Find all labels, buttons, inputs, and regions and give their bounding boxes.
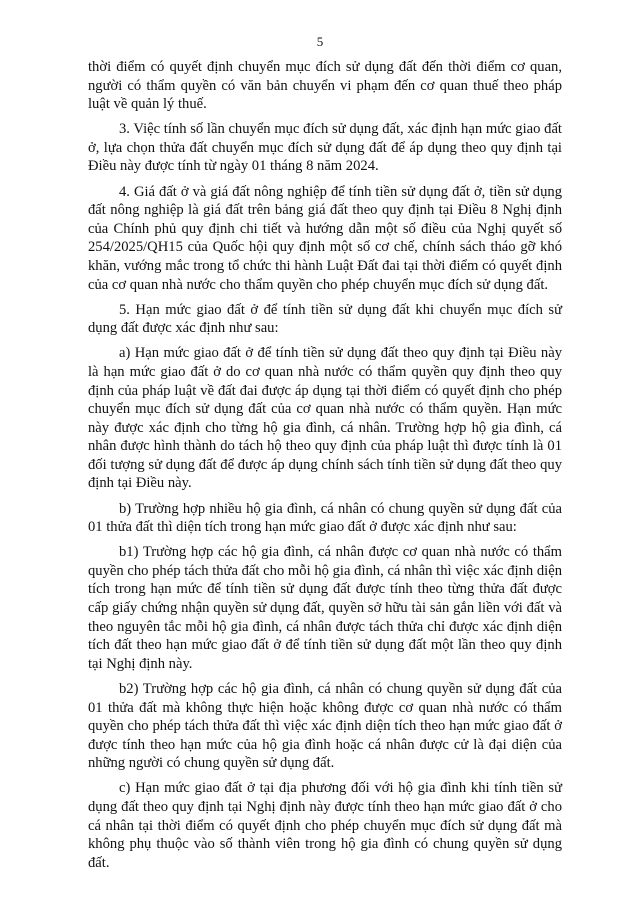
paragraph-clause-4: 4. Giá đất ở và giá đất nông nghiệp để tính tiền sử dụng đất ở, tiền sử dụng đất nông nghiệp là giá đất trên bảng giá đất theo quy định tại Điều 8 Nghị định của Chính phủ quy định chi tiết và hướng dẫn một số điều của Nghị quyết số 254/2025/QH15 của Quốc hội quy định một số cơ chế, chính sách tháo gỡ khó khăn, vướng mắc trong tổ chức thi hành Luật Đất đai tại thời điểm có quyết định của cơ quan nhà nước cho thẩm quyền cho phép chuyển mục đích sử dụng đất. bbox=[88, 183, 562, 293]
page-number: 5 bbox=[316, 34, 324, 49]
document-body bbox=[88, 58, 562, 879]
paragraph-point-b2: b2) Trường hợp các hộ gia đình, cá nhân có chung quyền sử dụng đất của 01 thửa đất mà không thực hiện hoặc không được cơ quan nhà nước có thẩm quyền cho phép tách thửa đất thì việc xác định diện tích theo hạn mức giao đất ở được tính theo hạn mức của hộ gia đình hoặc cá nhân được cử là đại diện của những người có chung quyền sử dụng đất. bbox=[88, 680, 562, 772]
paragraph-continuation: thời điểm có quyết định chuyển mục đích sử dụng đất đến thời điểm cơ quan, người có thẩm quyền có văn bản chuyển vi phạm đến cơ quan thuế theo pháp luật về quản lý thuế. bbox=[88, 59, 562, 113]
paragraph-clause-5: 5. Hạn mức giao đất ở để tính tiền sử dụng đất khi chuyển mục đích sử dụng đất được xác định như sau: bbox=[88, 301, 562, 337]
paragraph-point-b1: b1) Trường hợp các hộ gia đình, cá nhân được cơ quan nhà nước có thẩm quyền cho phép tách thửa đất cho mỗi hộ gia đình, cá nhân thì việc xác định diện tích trong hạn mức để tính tiền sử dụng đất được tính theo từng thửa đất được cấp giấy chứng nhận quyền sử dụng đất, quyền sở hữu tài sản gắn liền với đất và theo nguyên tắc mỗi hộ gia đình, cá nhân được tách thửa chỉ được xác định diện tích đất theo hạn mức giao đất ở để tính tiền sử dụng đất một lần theo quy định tại Nghị định này. bbox=[88, 544, 562, 672]
paragraph-point-a: a) Hạn mức giao đất ở để tính tiền sử dụng đất theo quy định tại Điều này là hạn mức giao đất ở do cơ quan nhà nước có thẩm quyền quy định theo quy định của pháp luật về đất đai được áp dụng tại thời điểm có quyết định cho phép chuyển mục đích sử dụng đất của cơ quan nhà nước có thẩm quyền. Hạn mức này được xác định cho từng hộ gia đình, cá nhân. Trường hợp hộ gia đình, cá nhân được hình thành do tách hộ theo quy định của pháp luật thì được tính là 01 đối tượng sử dụng đất để được áp dụng chính sách tính tiền sử dụng đất theo quy định tại Điều này. bbox=[88, 345, 562, 492]
paragraph-point-b: b) Trường hợp nhiều hộ gia đình, cá nhân có chung quyền sử dụng đất của 01 thửa đất thì diện tích trong hạn mức giao đất ở được xác định như sau: bbox=[88, 500, 562, 536]
paragraph-point-c: c) Hạn mức giao đất ở tại địa phương đối với hộ gia đình khi tính tiền sử dụng đất theo quy định tại Nghị định này được tính theo hạn mức giao đất ở cho cá nhân tại thời điểm có quyết định cho phép chuyển mục đích sử dụng đất mà không phụ thuộc vào số thành viên trong hộ gia đình có chung quyền sử dụng đất. bbox=[88, 780, 562, 871]
paragraph-clause-3: 3. Việc tính số lần chuyển mục đích sử dụng đất, xác định hạn mức giao đất ở, lựa chọn thửa đất chuyển mục đích sử dụng đất để áp dụng theo quy định tại Điều này được tính từ ngày 01 tháng 8 năm 2024. bbox=[88, 121, 562, 175]
